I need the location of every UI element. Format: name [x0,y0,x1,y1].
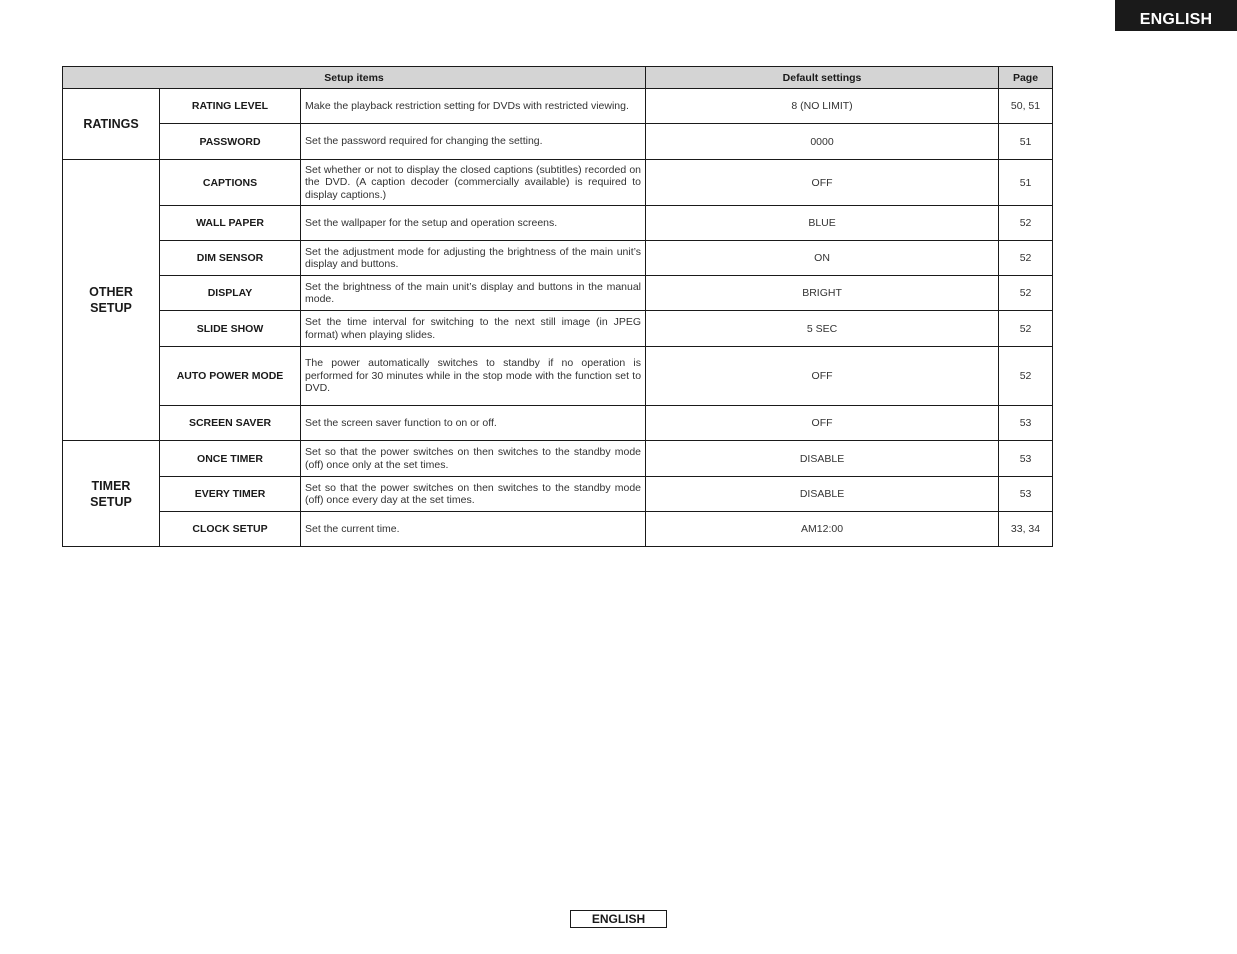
default-value: 0000 [646,124,999,160]
default-value: 5 SEC [646,311,999,347]
group-ratings: RATINGS [63,89,160,160]
item-description: Set the screen saver function to on or off. [301,406,646,441]
default-value: DISABLE [646,441,999,477]
item-description: Set the time interval for switching to the next still image (in JPEG format) when playing slides. [301,311,646,347]
page-ref: 51 [999,124,1053,160]
page-ref: 53 [999,477,1053,512]
page-ref: 52 [999,241,1053,276]
table-row [63,206,1053,241]
item-name: CAPTIONS [160,160,301,206]
item-description: Set so that the power switches on then switches to the standby mode (off) once only at the set times. [301,441,646,477]
group-timer-setup: TIMER SETUP [63,441,160,547]
item-description: Set whether or not to display the closed captions (subtitles) recorded on the DVD. (A caption decoder (commercially available) is required to display captions.) [301,160,646,206]
setup-items-header: Setup items [63,67,646,89]
default-value: 8 (NO LIMIT) [646,89,999,124]
table-row [63,89,1053,124]
item-description: Set the password required for changing the setting. [301,124,646,160]
item-description: Make the playback restriction setting for DVDs with restricted viewing. [301,89,646,124]
item-name: RATING LEVEL [160,89,301,124]
page-ref: 51 [999,160,1053,206]
item-name: SLIDE SHOW [160,311,301,347]
default-value: OFF [646,406,999,441]
page-ref: 53 [999,406,1053,441]
language-tab: ENGLISH [1115,0,1237,31]
table-row [63,241,1053,276]
item-name: DISPLAY [160,276,301,311]
page-ref: 33, 34 [999,512,1053,547]
item-name: PASSWORD [160,124,301,160]
page-ref: 52 [999,276,1053,311]
item-name: SCREEN SAVER [160,406,301,441]
table-row [63,441,1053,477]
table-header-row [63,67,1053,89]
default-value: ON [646,241,999,276]
item-description: Set the current time. [301,512,646,547]
table-row [63,311,1053,347]
default-value: OFF [646,160,999,206]
page-ref: 50, 51 [999,89,1053,124]
page-ref: 53 [999,441,1053,477]
page-ref: 52 [999,206,1053,241]
default-value: BRIGHT [646,276,999,311]
footer-language-label: ENGLISH [570,910,667,928]
setup-items-table [62,66,1053,547]
table-row [63,406,1053,441]
table-row [63,160,1053,206]
item-name: CLOCK SETUP [160,512,301,547]
item-name: AUTO POWER MODE [160,347,301,406]
item-description: Set the adjustment mode for adjusting the brightness of the main unit’s display and buttons. [301,241,646,276]
page-ref: 52 [999,347,1053,406]
default-value: AM12:00 [646,512,999,547]
page-ref: 52 [999,311,1053,347]
default-settings-header: Default settings [646,67,999,89]
item-description: Set the brightness of the main unit’s display and buttons in the manual mode. [301,276,646,311]
table-row [63,276,1053,311]
item-name: ONCE TIMER [160,441,301,477]
table-row [63,347,1053,406]
item-description: The power automatically switches to standby if no operation is performed for 30 minutes while in the stop mode with the function set to DVD. [301,347,646,406]
table-row [63,477,1053,512]
default-value: OFF [646,347,999,406]
item-name: WALL PAPER [160,206,301,241]
table-row [63,124,1053,160]
default-value: DISABLE [646,477,999,512]
group-other-setup: OTHER SETUP [63,160,160,441]
page-header: Page [999,67,1053,89]
item-name: DIM SENSOR [160,241,301,276]
table-row [63,512,1053,547]
default-value: BLUE [646,206,999,241]
item-description: Set so that the power switches on then switches to the standby mode (off) once every day at the set times. [301,477,646,512]
item-description: Set the wallpaper for the setup and operation screens. [301,206,646,241]
item-name: EVERY TIMER [160,477,301,512]
